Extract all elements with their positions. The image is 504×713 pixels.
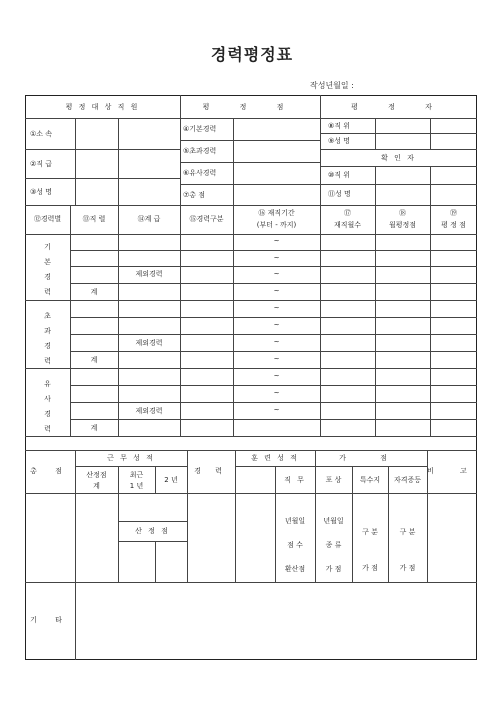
score-excess-label: ⑤초과경력: [183, 147, 217, 155]
subtotal-label: 계: [90, 424, 98, 432]
career-label: [187, 467, 235, 476]
certificate-label: 자격증등: [393, 476, 422, 484]
row-line: [25, 178, 180, 179]
special-label: 특수지: [359, 476, 381, 484]
col-line: [430, 166, 431, 205]
col-line: [118, 118, 119, 205]
remarks-text: 비 고: [427, 467, 479, 475]
subject-name-label: ③성 명: [30, 188, 53, 196]
remarks-label: [427, 467, 477, 476]
rater-name-label: ⑨성 명: [328, 137, 351, 145]
other-label: [25, 616, 75, 625]
two-years-label: 2 년: [164, 476, 178, 484]
th-months: 재직월수: [333, 221, 362, 229]
confirm-header: 확 인 자: [381, 154, 416, 162]
col-line: [235, 450, 236, 582]
header-subject: 평 정 대 상 직 원: [65, 103, 140, 111]
tilde: ~: [273, 355, 280, 363]
training-date: 년월일: [284, 517, 306, 525]
th-position: ⑬직 렬: [82, 215, 106, 223]
row-line: [180, 162, 320, 163]
total-score-text: 총 점: [30, 467, 70, 475]
career-text: 경 력: [194, 467, 228, 475]
section-char: 력: [44, 425, 51, 433]
subject-grade-label: ②직 급: [30, 160, 53, 168]
row-line: [118, 541, 187, 542]
col-line: [320, 205, 321, 436]
col-line: [70, 205, 71, 436]
calc-score-label: 산 정 점: [135, 527, 170, 535]
bonus-text: 가 점: [339, 454, 403, 462]
section-char: 경: [44, 273, 51, 281]
award-col: [315, 509, 352, 581]
excluded-career-label: 제외경력: [135, 407, 163, 415]
col-line: [375, 166, 376, 205]
section-char: 경: [44, 342, 51, 350]
col-line: [75, 118, 76, 205]
section-char: 사: [44, 395, 51, 403]
excluded-career-label: 제외경력: [135, 339, 163, 347]
calc-total-label2: 계: [93, 482, 100, 490]
special-division: 구 분: [362, 528, 378, 536]
score-basic-label: ④기본경력: [183, 125, 217, 133]
tilde: ~: [273, 406, 280, 414]
confirm-name-label: ⑪성 명: [328, 190, 351, 198]
tilde: ~: [273, 338, 280, 346]
row-line: [25, 234, 477, 235]
section-char: 력: [44, 288, 51, 296]
row-line: [70, 402, 477, 403]
section-char: 유: [44, 380, 51, 388]
row-line: [70, 334, 477, 335]
row-line: [25, 300, 477, 301]
th-months-num: ⑰: [344, 209, 351, 217]
bonus-header: [315, 454, 427, 463]
special-col: [352, 514, 388, 586]
th-career-type: ⑫경력별: [33, 215, 62, 223]
col-line: [233, 118, 234, 205]
th-grade: ⑭계 급: [137, 215, 161, 223]
special-bonus: 가 점: [362, 564, 378, 572]
row-line: [25, 205, 477, 206]
th-monthly: 월평정점: [388, 221, 417, 229]
recent-label: 최근: [129, 471, 144, 479]
th-period: ⑯ 재직기간: [258, 209, 295, 217]
header-rater-label: 평 정 자: [351, 103, 446, 111]
training-col: [275, 509, 315, 581]
row-line: [70, 351, 477, 352]
col-line: [375, 118, 376, 149]
tilde: ~: [273, 254, 280, 262]
row-line: [320, 149, 477, 150]
row-line: [235, 466, 427, 467]
header-score-label: 평 정 점: [202, 103, 298, 111]
award-kind: 종 류: [325, 541, 342, 549]
th-score-num: ⑲: [450, 209, 457, 217]
section-excess-label: [25, 309, 70, 369]
section-char: 력: [44, 357, 51, 365]
training-points: 점 수: [287, 541, 303, 549]
cert-bonus: 가 점: [399, 564, 416, 572]
th-monthly-num: ⑱: [399, 209, 406, 217]
subject-position-label: ①소 속: [30, 130, 53, 138]
col-line: [155, 541, 156, 582]
score-total-label: ⑦총 점: [183, 191, 206, 199]
calc-total-label: 산정점: [86, 471, 107, 479]
confirm-title-label: ⑩직 위: [328, 171, 351, 179]
row-line: [25, 118, 477, 119]
row-line: [320, 166, 477, 167]
row-line: [180, 140, 320, 141]
col-line: [430, 205, 431, 436]
row-line: [118, 521, 187, 522]
section-char: 초: [44, 312, 51, 320]
tilde: ~: [273, 270, 280, 278]
row-line: [25, 368, 477, 369]
section-char: 기: [44, 243, 51, 251]
work-performance-header: 근 무 성 적: [107, 454, 155, 462]
excluded-career-label: 제외경력: [135, 270, 163, 278]
tilde: ~: [273, 304, 280, 312]
section-char: 본: [44, 258, 51, 266]
subtotal-label: 계: [90, 288, 98, 296]
th-period-sub: (부터 - 까지): [256, 221, 297, 229]
row-line: [70, 419, 477, 420]
row-line: [70, 385, 477, 386]
row-line: [25, 149, 180, 150]
award-bonus: 가 점: [325, 565, 342, 573]
recent-label2: 1 년: [129, 482, 144, 490]
row-line: [70, 317, 477, 318]
row-line: [320, 133, 477, 134]
row-line: [25, 493, 477, 494]
th-score: 평 정 점: [441, 221, 466, 229]
col-line: [118, 205, 119, 436]
tilde: ~: [273, 287, 280, 295]
date-label: 작성년월일 :: [310, 81, 354, 90]
row-line: [180, 184, 320, 185]
row-line: [25, 450, 477, 451]
training-converted: 환산점: [284, 565, 306, 573]
row-line: [70, 266, 477, 267]
total-score-label: [25, 467, 75, 476]
tilde: ~: [273, 321, 280, 329]
award-label: 포 상: [325, 476, 342, 484]
row-line: [70, 250, 477, 251]
rater-title-label: ⑧직 위: [328, 122, 351, 130]
subtotal-label: 계: [90, 356, 98, 364]
th-division: ⑮경력구분: [189, 215, 224, 223]
other-text: 기 타: [30, 616, 70, 624]
row-line: [320, 184, 477, 185]
tilde: ~: [273, 372, 280, 380]
header-rater: [320, 103, 477, 112]
col-line: [375, 205, 376, 436]
award-date: 년월일: [323, 517, 344, 525]
section-char: 경: [44, 410, 51, 418]
tilde: ~: [273, 389, 280, 397]
row-line: [70, 283, 477, 284]
cert-division: 구 분: [399, 528, 416, 536]
row-line: [25, 436, 477, 437]
row-line: [75, 466, 187, 467]
header-score: [180, 103, 320, 112]
cert-col: [388, 514, 427, 586]
score-similar-label: ⑥유사경력: [183, 169, 217, 177]
section-basic-label: [25, 240, 70, 300]
col-line: [180, 205, 181, 436]
section-similar-label: [25, 377, 70, 437]
tilde: ~: [273, 237, 280, 245]
duty-label: 직 무: [284, 476, 306, 484]
training-header: 훈 련 성 적: [251, 454, 299, 462]
document-title: 경력평정표: [210, 45, 294, 64]
section-char: 과: [44, 327, 51, 335]
col-line: [430, 118, 431, 149]
